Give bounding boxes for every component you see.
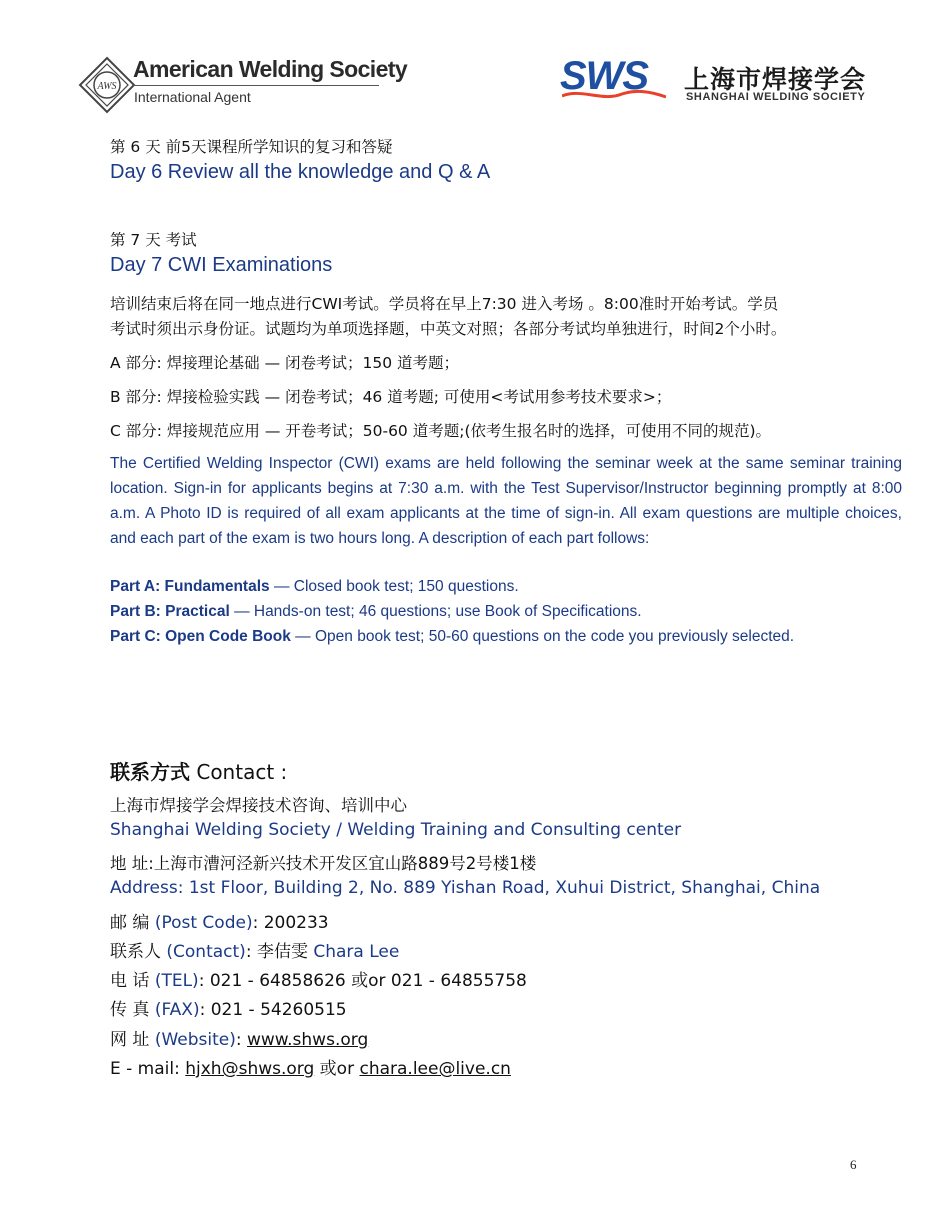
- part-b-desc: — Hands-on test; 46 questions; use Book of Specifications.: [234, 603, 642, 620]
- person-value-en: Chara Lee: [313, 942, 400, 962]
- part-c-label: Part C: Open Code Book: [110, 628, 291, 645]
- person-label-cn: 联系人: [110, 942, 167, 962]
- contact-heading-cn: 联系方式: [110, 760, 190, 784]
- sws-name-en: SHANGHAI WELDING SOCIETY: [686, 91, 866, 103]
- part-c-desc: — Open book test; 50-60 questions on the code you previously selected.: [295, 628, 795, 645]
- sws-logo: [560, 54, 880, 108]
- cn-part-b: B 部分: 焊接检验实践 — 闭卷考试；46 道考题; 可使用<考试用参考技术要求>；: [110, 388, 672, 406]
- contact-org-cn: 上海市焊接学会焊接技术咨询、培训中心: [110, 796, 407, 815]
- svg-text:AWS: AWS: [97, 81, 117, 92]
- website-label-en: (Website): [154, 1030, 236, 1050]
- aws-emblem-icon: [78, 56, 136, 114]
- aws-title: American Welding Society: [133, 56, 408, 82]
- postcode-label-cn: 邮 编: [110, 913, 155, 933]
- aws-logo: [78, 56, 408, 116]
- contact-fax: [110, 995, 347, 1020]
- contact-person: [110, 937, 399, 962]
- day7-heading-cn: 第 7 天 考试: [110, 231, 197, 249]
- contact-postcode: [110, 908, 329, 933]
- day7-cn-para-line1: 培训结束后将在同一地点进行CWI考试。学员将在早上7:30 进入考场 。8:00准时开始考试。学员: [110, 295, 779, 313]
- person-value-cn: : 李佶雯: [245, 942, 314, 962]
- email-link-1[interactable]: hjxh@shws.org: [185, 1059, 315, 1079]
- website-sep: :: [235, 1030, 247, 1050]
- aws-divider: [133, 85, 379, 86]
- day6-heading-cn: 第 6 天 前5天课程所学知识的复习和答疑: [110, 138, 393, 156]
- part-b-label: Part B: Practical: [110, 603, 230, 620]
- postcode-value: : 200233: [252, 913, 329, 933]
- tel-label-cn: 电 话: [110, 971, 155, 991]
- cn-part-c: C 部分: 焊接规范应用 — 开卷考试；50-60 道考题;(依考生报名时的选择，可使用不同的规范)。: [110, 422, 772, 440]
- contact-heading-en: Contact :: [190, 760, 288, 784]
- email-link-2[interactable]: chara.lee@live.cn: [359, 1059, 511, 1079]
- website-link[interactable]: www.shws.org: [247, 1030, 369, 1050]
- part-a-label: Part A: Fundamentals: [110, 578, 270, 595]
- sws-wave-icon: [562, 88, 666, 102]
- person-label-en: (Contact): [166, 942, 246, 962]
- contact-email: [110, 1054, 511, 1079]
- day6-heading-en: Day 6 Review all the knowledge and Q & A: [110, 161, 491, 183]
- contact-tel: [110, 966, 527, 991]
- fax-label-cn: 传 真: [110, 1000, 155, 1020]
- fax-label-en: (FAX): [154, 1000, 200, 1020]
- part-a-desc: — Closed book test; 150 questions.: [273, 578, 519, 595]
- email-label: E - mail:: [110, 1059, 186, 1079]
- tel-label-en: (TEL): [154, 971, 199, 991]
- day7-heading-en: Day 7 CWI Examinations: [110, 254, 333, 276]
- contact-website: [110, 1025, 368, 1050]
- en-part-b: [110, 603, 642, 621]
- fax-value: : 021 - 54260515: [199, 1000, 347, 1020]
- contact-address-cn: 地 址:上海市漕河泾新兴技术开发区宜山路889号2号楼1楼: [110, 854, 537, 873]
- aws-subtitle: International Agent: [134, 89, 251, 105]
- day7-cn-para-line2: 考试时须出示身份证。试题均为单项选择题，中英文对照；各部分考试均单独进行，时间2个小时。: [110, 320, 787, 338]
- en-part-a: [110, 578, 519, 596]
- contact-heading: [110, 756, 287, 785]
- page-number: 6: [850, 1157, 857, 1172]
- en-exam-paragraph: The Certified Welding Inspector (CWI) exams are held following the seminar week at the same seminar training location. Sign-in for applicants begins at 7:30 a.m. with the Test Supervisor/Instructor beginning promptly at 8:00 a.m. A Photo ID is required of all exam applicants at the time of sign-in. All exam questions are multiple choices, and each part of the exam is two hours long. A description of each part follows:: [110, 455, 902, 547]
- cn-part-a: A 部分: 焊接理论基础 — 闭卷考试；150 道考题；: [110, 354, 460, 372]
- contact-address-en: Address: 1st Floor, Building 2, No. 889 Yishan Road, Xuhui District, Shanghai, China: [110, 878, 821, 898]
- postcode-label-en: (Post Code): [154, 913, 253, 933]
- tel-value: : 021 - 64858626 或or 021 - 64855758: [198, 971, 527, 991]
- website-label-cn: 网 址: [110, 1030, 155, 1050]
- email-sep: 或or: [314, 1059, 360, 1079]
- sws-mark: SWS: [560, 54, 649, 98]
- en-part-c: [110, 628, 794, 646]
- contact-org-en: Shanghai Welding Society / Welding Training and Consulting center: [110, 820, 682, 840]
- sws-name-cn: 上海市焊接学会: [684, 66, 867, 94]
